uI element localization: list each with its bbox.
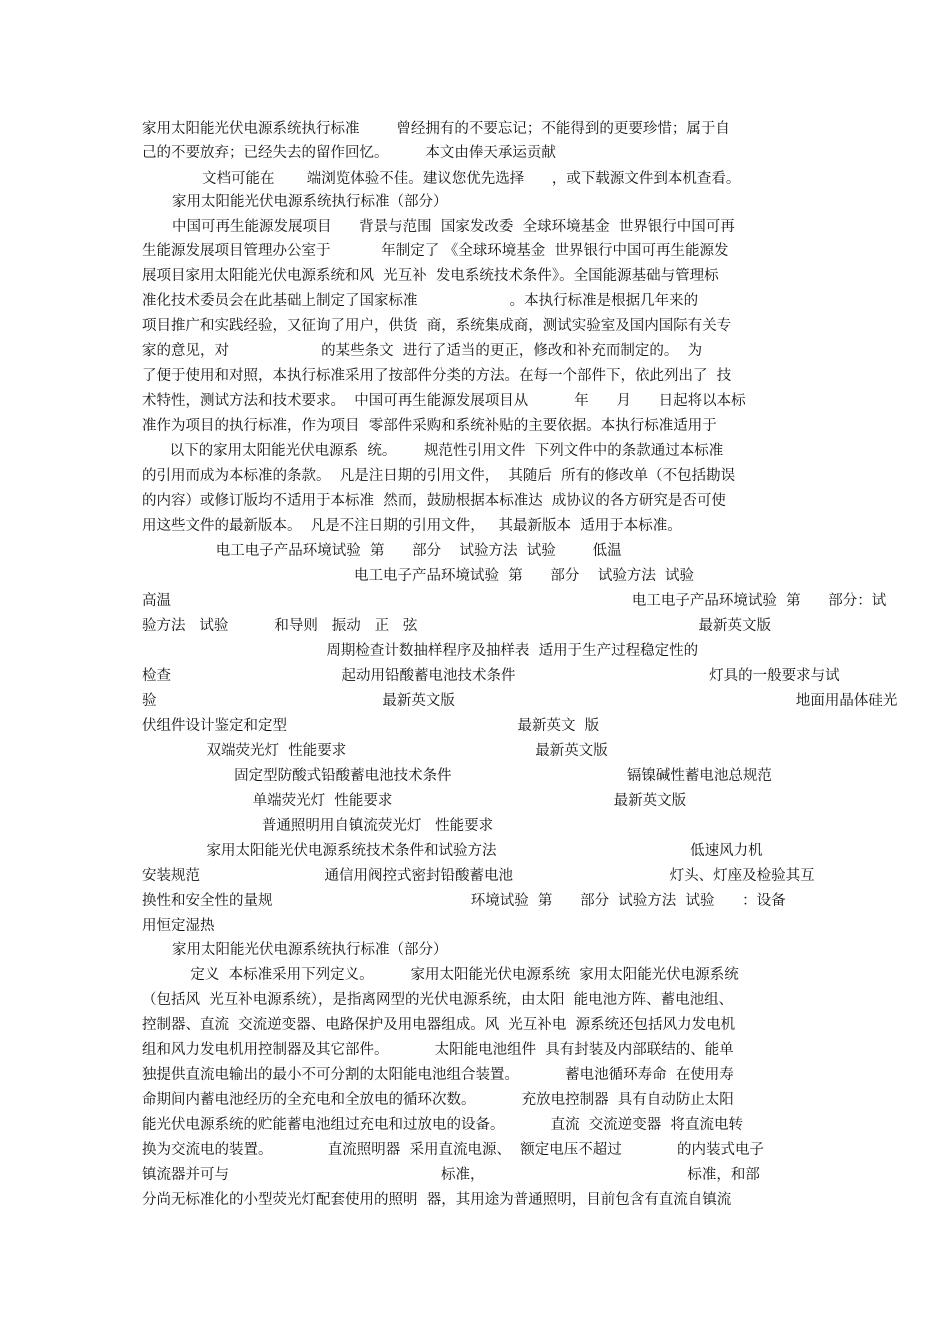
reference-line: 电工电子产品环境试验 第 部分 试验方法 试验: [142, 568, 695, 584]
text-line: 项目推广和实践经验，又征询了用户，供货 商，系统集成商，测试实验室及国内国际有关专: [142, 318, 732, 334]
reference-line: 双端荧光灯 性能要求 最新英文版: [142, 743, 608, 759]
text-line: 分尚无标准化的小型荧光灯配套使用的照明 器，其用途为普通照明，目前包含有直流自镇流: [142, 1192, 732, 1208]
reference-line: 验 最新英文版 地面用晶体硅光: [142, 693, 898, 709]
text-line: 家的意见，对 的某些条文 进行了适当的更正，修改和补充而制定的。 为: [142, 343, 703, 359]
text-line: 控制器、直流 交流逆变器、电路保护及用电器组成。风 光互补电 源系统还包括风力发电机: [142, 1017, 736, 1033]
text-line: 的引用而成为本标准的条款。 凡是注日期的引用文件， 其随后 所有的修改单（不包括勘误: [142, 468, 736, 484]
text-line: 家用太阳能光伏电源系统执行标准 曾经拥有的不要忘记；不能得到的更要珍惜；属于自: [142, 121, 730, 137]
text-line: 能光伏电源系统的贮能蓄电池组过充电和过放电的设备。 直流 交流逆变器 将直流电转: [142, 1117, 744, 1133]
reference-line: 伏组件设计鉴定和定型 最新英文 版: [142, 718, 600, 734]
text-line: 用这些文件的最新版本。 凡是不注日期的引用文件， 其最新版本 适用于本标准。: [142, 518, 682, 534]
reference-line: 固定型防酸式铅酸蓄电池技术条件 镉镍碱性蓄电池总规范: [142, 768, 772, 784]
text-line: 镇流器并可与 标准， 标准，和部: [142, 1167, 760, 1183]
reference-line: 检查 起动用铅酸蓄电池技术条件 灯具的一般要求与试: [142, 668, 840, 684]
text-line: 术特性，测试方法和技术要求。 中国可再生能源发展项目从 年 月 日起将以本标: [142, 393, 746, 409]
text-line: 准化技术委员会在此基础上制定了国家标准 。本执行标准是根据几年来的: [142, 293, 699, 309]
text-line: 文档可能在 端浏览体验不佳。建议您优先选择 ，或下载源文件到本机查看。: [202, 171, 741, 187]
reference-line: 单端荧光灯 性能要求 最新英文版: [142, 793, 687, 809]
text-line: 生能源发展项目管理办公室于 年制定了 《全球环境基金 世界银行中国可再生能源发: [142, 243, 729, 259]
text-line: 以下的家用太阳能光伏电源系 统。 规范性引用文件 下列文件中的条款通过本标准: [142, 443, 724, 459]
text-line: 中国可再生能源发展项目 背景与范围 国家发改委 全球环境基金 世界银行中国可再: [172, 219, 735, 235]
text-line: 换为交流电的装置。 直流照明器 采用直流电源、 额定电压不超过 的内装式电子: [142, 1142, 765, 1158]
reference-line: 普通照明用自镇流荧光灯 性能要求: [142, 818, 494, 834]
text-line: 准作为项目的执行标准，作为项目 零部件采购和系统补贴的主要依据。本执行标准适用于: [142, 418, 717, 434]
reference-line: 用恒定湿热: [142, 918, 215, 934]
text-line: 定义 本标准采用下列定义。 家用太阳能光伏电源系统 家用太阳能光伏电源系统: [172, 967, 739, 983]
reference-line: 电工电子产品环境试验 第 部分 试验方法 试验 低温: [142, 543, 622, 559]
reference-line: 验方法 试验 和导则 振动 正 弦 最新英文版: [142, 618, 772, 634]
text-line: 己的不要放弃；已经失去的留作回忆。 本文由俸天承运贡献: [142, 145, 556, 161]
reference-line: 家用太阳能光伏电源系统技术条件和试验方法 低速风力机: [142, 843, 763, 859]
reference-line: 高温 电工电子产品环境试验 第 部分：试: [142, 593, 887, 609]
section-heading: 家用太阳能光伏电源系统执行标准（部分）: [172, 194, 448, 210]
text-line: 展项目家用太阳能光伏电源系统和风 光互补 发电系统技术条件》。全国能源基础与管理标: [142, 268, 719, 284]
reference-line: 安装规范 通信用阀控式密封铅酸蓄电池 灯头、灯座及检验其互: [142, 868, 815, 884]
reference-line: 周期检查计数抽样程序及抽样表 适用于生产过程稳定性的: [142, 643, 699, 659]
text-line: 了便于使用和对照，本执行标准采用了按部件分类的方法。在每一个部件下，依此列出了 技: [142, 368, 732, 384]
text-line: 命期间内蓄电池经历的全充电和全放电的循环次数。 充放电控制器 具有自动防止太阳: [142, 1092, 734, 1108]
text-line: （包括风 光互补电源系统），是指离网型的光伏电源系统，由太阳 能电池方阵、蓄电池组、: [142, 992, 734, 1008]
text-line: 独提供直流电输出的最小不可分割的太阳能电池组合装置。 蓄电池循环寿命 在使用寿: [142, 1067, 734, 1083]
section-heading: 家用太阳能光伏电源系统执行标准（部分）: [172, 942, 448, 958]
reference-line: 换性和安全性的量规 环境试验 第 部分 试验方法 试验 ：设备: [142, 893, 786, 909]
text-line: 的内容）或修订版均不适用于本标准 然而，鼓励根据本标准达 成协议的各方研究是否可使: [142, 493, 726, 509]
text-line: 组和风力发电机用控制器及其它部件。 太阳能电池组件 具有封装及内部联结的、能单: [142, 1042, 734, 1058]
